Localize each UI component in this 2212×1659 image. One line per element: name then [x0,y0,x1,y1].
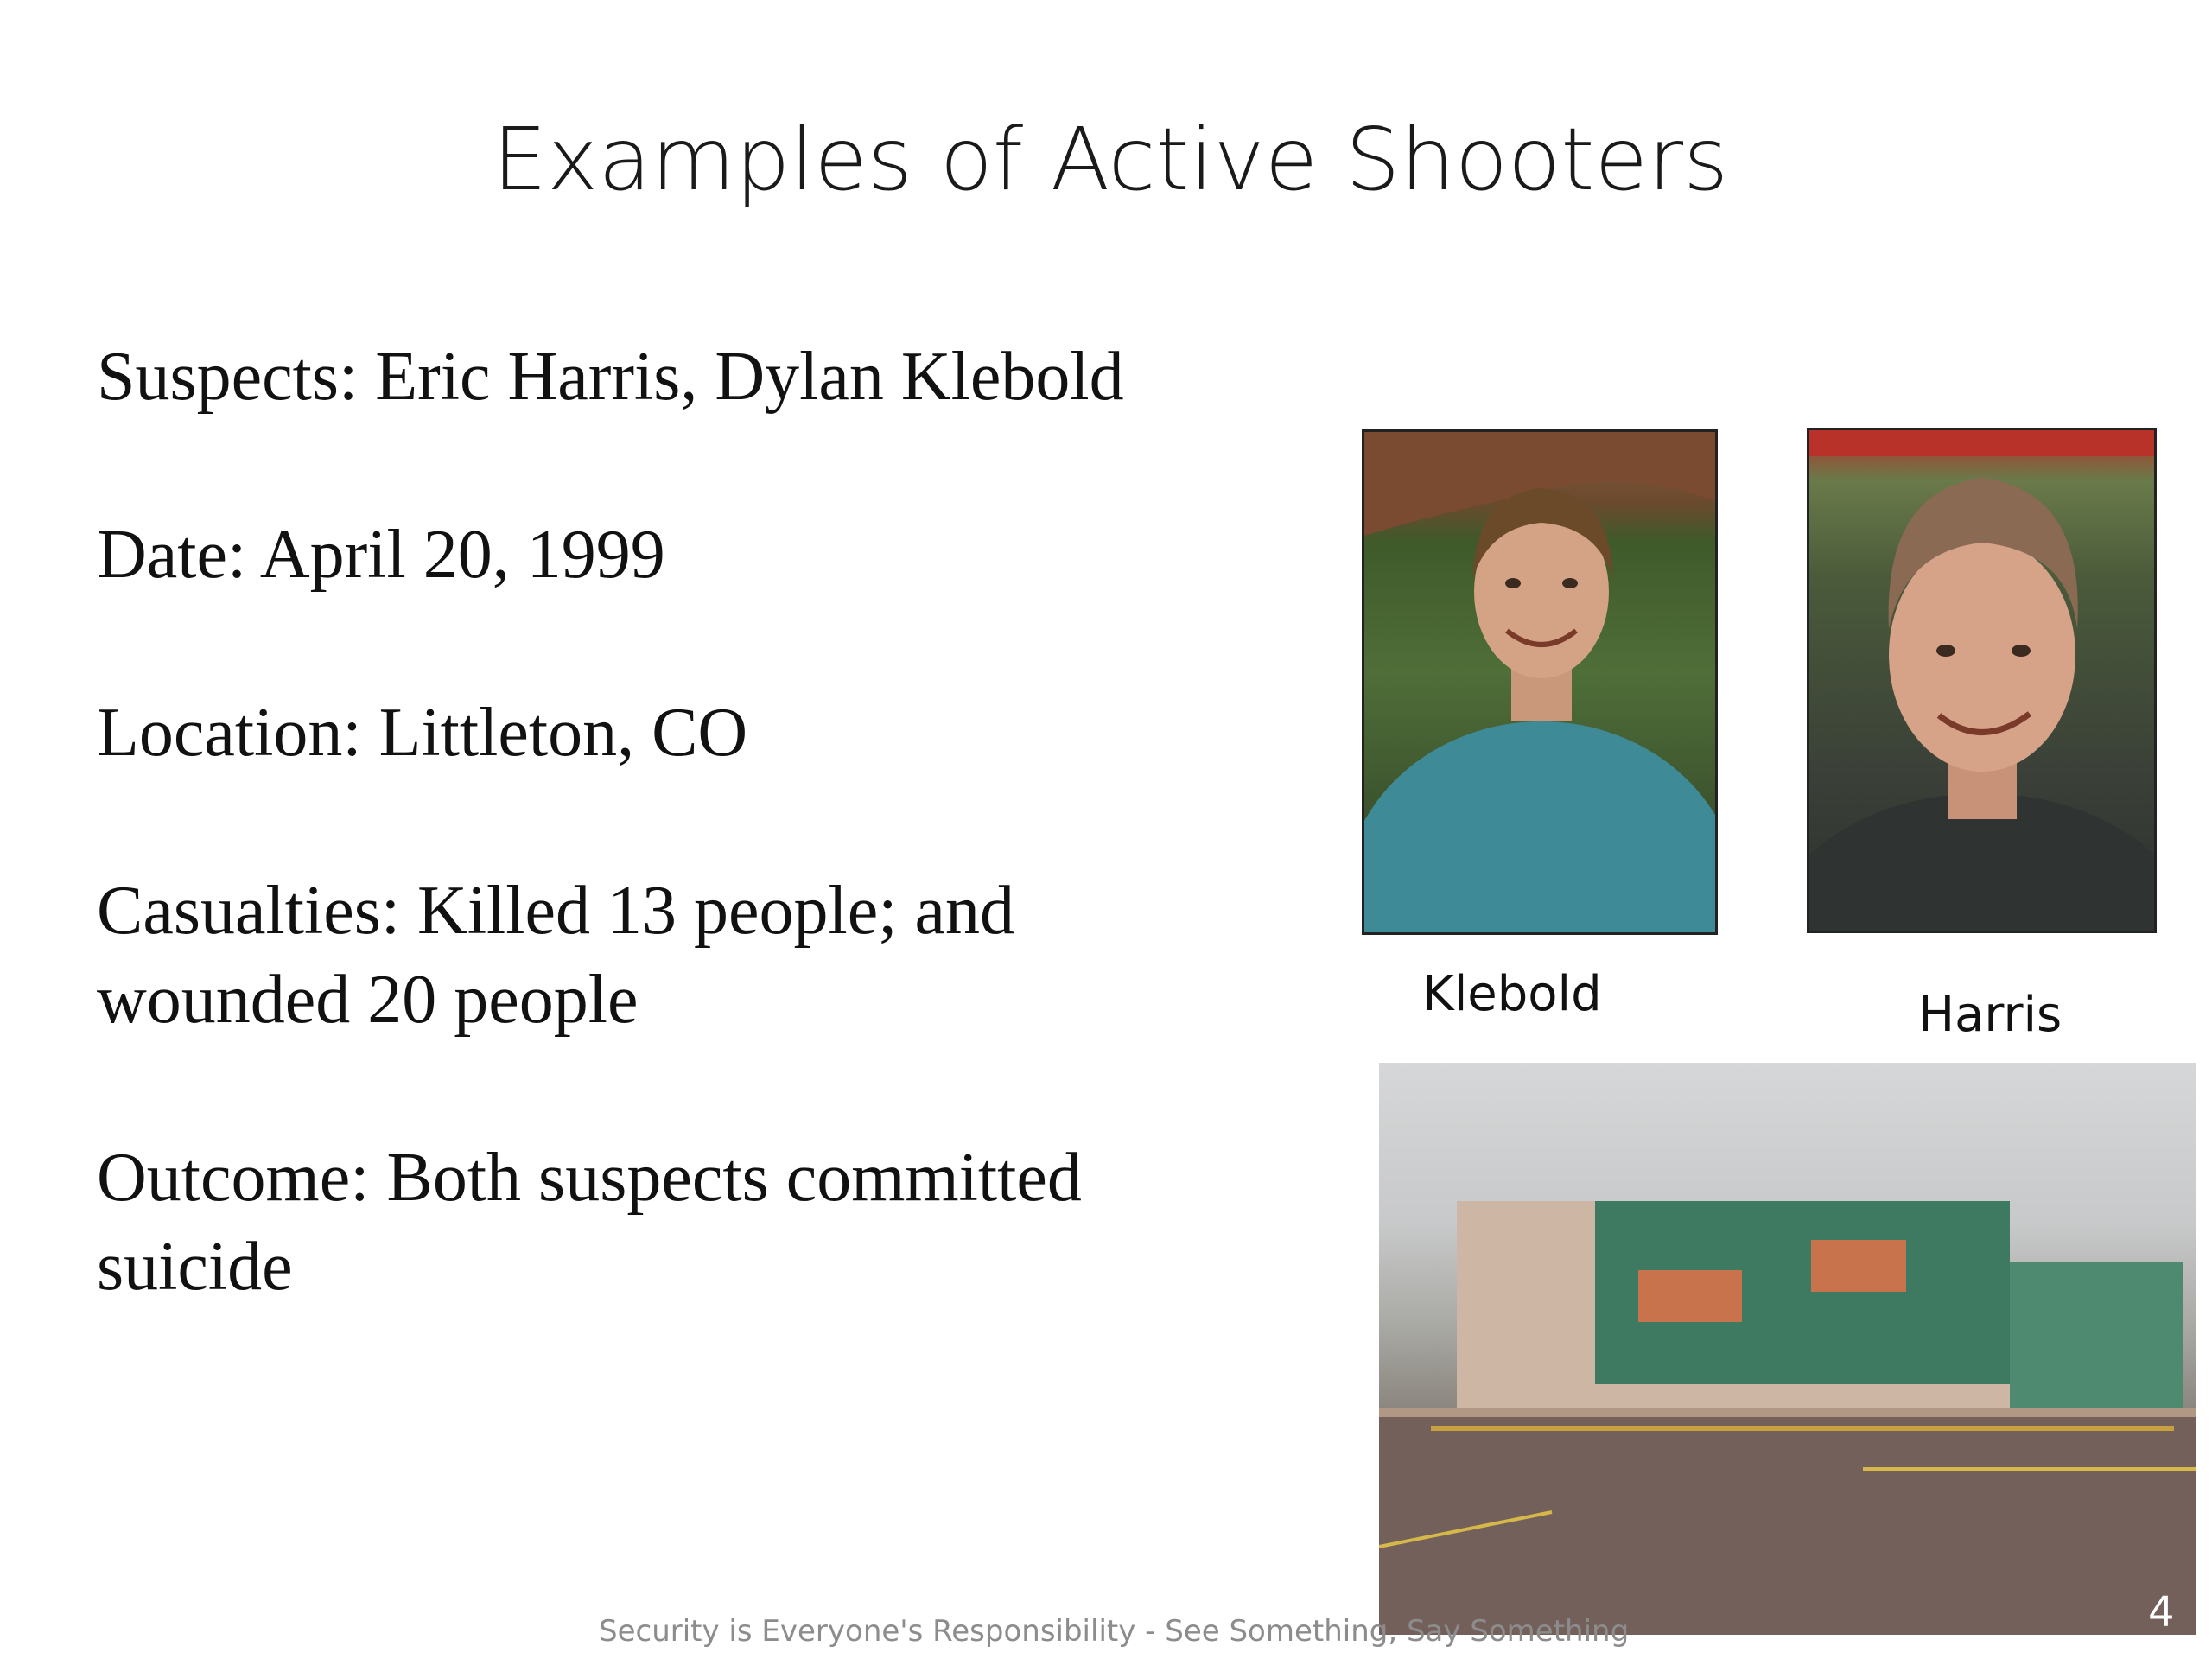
fact-casualties: Casualties: Killed 13 people; and wounded 20 people [97,873,1014,1038]
harris-portrait-graphic [1809,430,2154,931]
caption-klebold: Klebold [1422,966,1602,1022]
school-photo [1379,1063,2196,1635]
caption-harris: Harris [1918,987,2063,1043]
facts-list [97,333,1263,1401]
klebold-portrait-graphic [1364,432,1715,932]
slide-footer: Security is Everyone's Responsibility - See Something, Say Something [599,1614,1630,1649]
page-number: 4 [2148,1588,2175,1637]
harris-photo [1807,428,2157,933]
klebold-photo [1362,429,1718,935]
fact-outcome: Outcome: Both suspects committed suicide [97,1140,1082,1305]
fact-location: Location: Littleton, CO [97,695,748,771]
fact-date: Date: April 20, 1999 [97,517,665,593]
school-building-graphic [1379,1063,2196,1635]
slide-title: Examples of Active Shooters [493,109,1729,210]
fact-suspects: Suspects: Eric Harris, Dylan Klebold [97,339,1124,415]
